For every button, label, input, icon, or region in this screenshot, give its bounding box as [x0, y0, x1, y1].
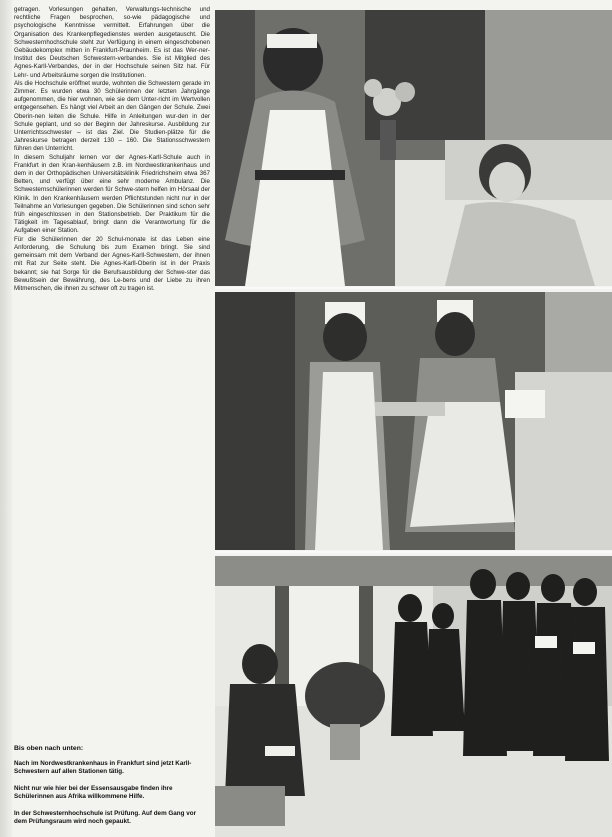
photo-nurses-food-service [215, 292, 612, 550]
article-paragraph: getragen. Vorlesungen gehalten, Verwaltungs-technische und rechtliche Fragen besprochen, so-wie pädagogische und psychologische Kenntnisse vermittelt. Erfahrungen über die Organisation des Krankenpflegedienstes werden ausgetauscht. Die Schwesternhochschule steht zur Verfügung in einem eingeschobenen Gebäudekomplex mitten in Frankfurt-Praunheim. Es ist das Wer-ner-Institut des Deutschen Schwestern-verbandes. Sie ist Mitglied des Agnes-Karll-Verbandes, der in der Hochschule seinen Sitz hat. Für Lehr- und Arbeitsräume sorgen die Institutionen. [14, 6, 210, 79]
caption-photo-1: Nach im Nordwestkrankenhaus in Frankfurt sind jetzt Karll-Schwestern auf allen Stationen tätig. [14, 760, 192, 776]
photo-divider [215, 287, 612, 289]
caption-photo-2: Nicht nur wie hier bei der Essensausgabe finden ihre Schülerinnen aus Afrika willkommene Hilfe. [14, 785, 173, 801]
article-paragraph: Als die Hochschule eröffnet wurde, wohnten die Schwestern gerade im Zimmer. Es wurden etwa 30 Schülerinnen der letzten Jahrgänge aufgenommen, die hier wohnen, wie sie dem Unter-richt im Wertvollen entgegensehen. Es hängt viel Arbeit an den Gängen der Schule. Zwei Oberin-nen leiten die Schule. Hilfe in Anleitungen wur-den in der Schule geplant, und so der Beginn der Jahreskurse. Ausbildung zur Unterrichtsschwester – ist das Ziel. Die Studien-plätze für die Jahreskurse betragen derzeit 130 – 160. Die Stationsschwestern führen den Unterricht. [14, 79, 210, 153]
caption-photo-3: In der Schwesternhochschule ist Prüfung. Auf dem Gang vor dem Prüfungsraum wird noch gepaukt. [14, 810, 197, 826]
article-column [14, 6, 210, 658]
photo-divider [215, 551, 612, 553]
caption-heading: Bis oben nach unten: [14, 745, 84, 752]
article-paragraph: In diesem Schuljahr lernen vor der Agnes-Karll-Schule auch in Frankfurt in den Kran-kenhäusern z.B. im Nordwestkrankenhaus und dem in der Orthopädischen Universitätsklinik Friedrichsheim etwa 367 Betten, und verfügt über eine sehr moderne Ambulanz. Die Schwesternschülerinnen werden für Schwe-stern helfen im Hörsaal der Klinik. In den Krankenhäusern werden Pflichtstunden nicht nur in der Teilnahme an Vorlesungen gegeben. Die Schülerinnen sind schon sehr früh eingeschlossen in den Stationsbetrieb. Der Praktikum für die Tätigkeit im Tagesablauf, bringt dann die Verantwortung für die Aufgaben einer Station. [14, 153, 210, 235]
photo-students-corridor-exam [215, 556, 612, 837]
photo-nurse-patient-bedside [215, 10, 612, 286]
page-margin [0, 0, 12, 837]
article-paragraph: Für die Schülerinnen der 20 Schul-monate ist das Leben eine Anforderung, die Schulung bis zum Examen bringt. Sie sind gemeinsam mit dem Verband der Agnes-Karll-Schwestern, der ihnen mit Rat zur Seite steht. Die Agnes-Karll-Oberin ist in der Praxis bekannt; sie hat Sorge für die Berufsausbildung der Schwe-ster das Bewußtsein der Bewährung, des Le-bens und der Liebe zu ihren Mitmenschen, die ihnen zu schwer oft zu tragen ist. [14, 235, 210, 292]
